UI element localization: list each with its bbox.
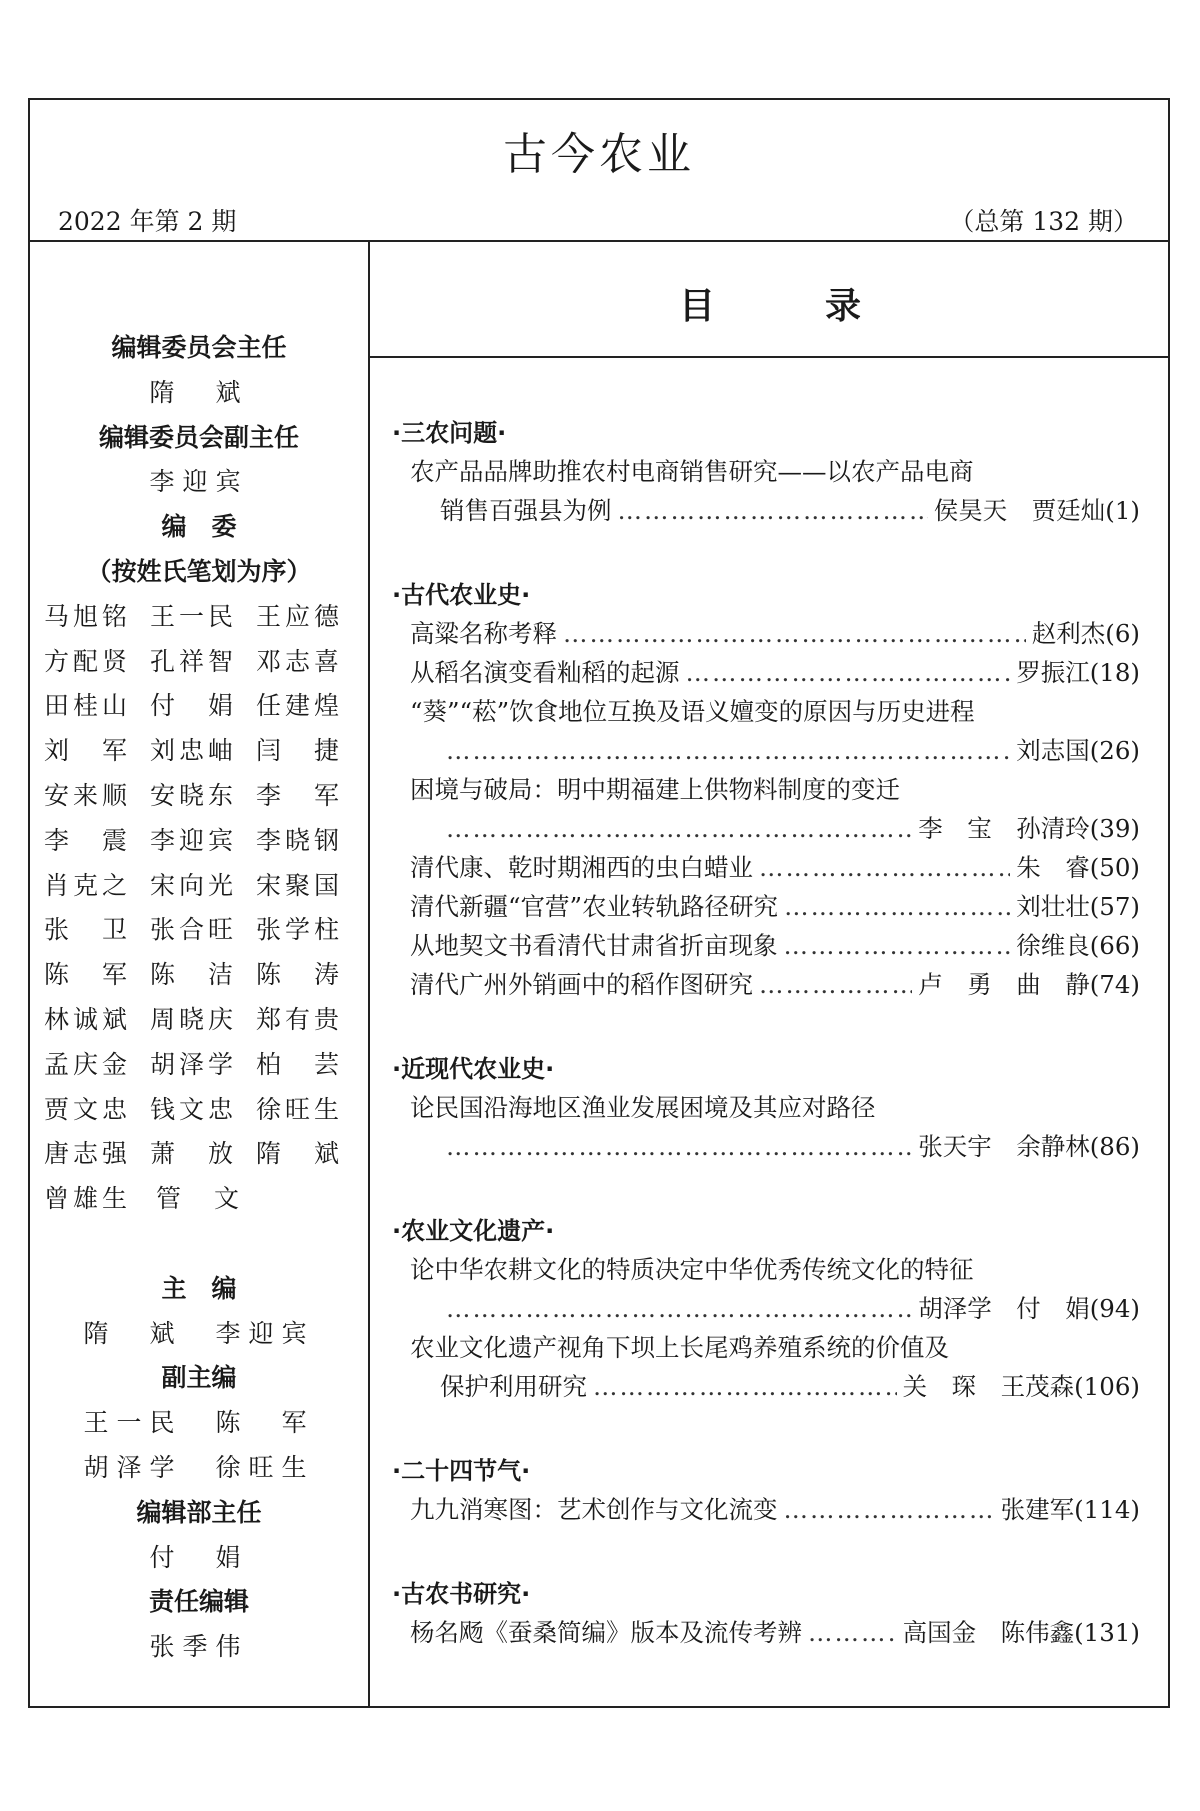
committee-row <box>30 998 368 1043</box>
committee-member-name: 陈 涛 <box>256 960 344 990</box>
committee-member-name: 唐志强 <box>44 1139 132 1169</box>
committee-member-name: 张合旺 <box>150 915 238 945</box>
committee-member-name: 宋聚国 <box>256 870 344 900</box>
toc-entry[interactable] <box>370 1289 1170 1328</box>
committee-vice-chair: 李迎宾 <box>149 467 249 497</box>
toc-entry-title: 从稻名演变看籼稻的起源 <box>410 658 680 687</box>
committee-member-name: 徐旺生 <box>256 1094 344 1124</box>
toc-section <box>370 1575 1170 1652</box>
toc-entry[interactable] <box>370 653 1170 692</box>
toc-entry-title: 清代广州外销画中的稻作图研究 <box>410 970 753 999</box>
toc-entry[interactable] <box>370 1127 1170 1166</box>
committee-member-name: 刘忠岫 <box>150 736 238 766</box>
journal-title: 古今农业 <box>503 129 695 180</box>
committee-label: 编 委 <box>161 512 237 542</box>
toc-entry[interactable] <box>370 1250 1170 1289</box>
committee-members <box>30 595 368 1222</box>
committee-row <box>30 1043 368 1088</box>
toc-entry[interactable] <box>370 965 1170 1004</box>
toc-title-char: 目 <box>678 286 715 327</box>
toc-entry-title: 论民国沿海地区渔业发展困境及其应对路径 <box>410 1093 876 1122</box>
toc-entry[interactable] <box>370 848 1170 887</box>
issue-number: 2022 年第 2 期 <box>58 207 237 236</box>
toc-entry-author-page: 刘壮壮(57) <box>1016 892 1140 921</box>
toc-title <box>370 278 1170 329</box>
committee-member-name: 安来顺 <box>44 780 132 810</box>
dot-leader <box>446 1127 912 1166</box>
toc-section-heading: ·农业文化遗产· <box>392 1217 555 1245</box>
toc-entry[interactable] <box>370 692 1170 731</box>
dot-leader <box>784 926 1011 965</box>
committee-row <box>30 774 368 819</box>
committee-member-name: 刘 军 <box>44 736 132 766</box>
toc-entry-author-page: 卢 勇 曲 静(74) <box>918 970 1140 999</box>
toc-entry[interactable] <box>370 926 1170 965</box>
toc-section <box>370 1212 1170 1406</box>
committee-row <box>30 729 368 774</box>
committee-row <box>30 640 368 685</box>
committee-member-name: 付 娟 <box>150 691 238 721</box>
toc-entry-title: 高粱名称考释 <box>410 619 557 648</box>
committee-member-name: 郑有贵 <box>256 1004 344 1034</box>
committee-member-name: 邓志喜 <box>256 646 344 676</box>
toc-section <box>370 1050 1170 1166</box>
toc-entry[interactable] <box>370 770 1170 809</box>
committee-member-name: 李 震 <box>44 825 132 855</box>
committee-member-name: 宋向光 <box>150 870 238 900</box>
committee-member-name: 王一民 <box>150 601 238 631</box>
toc-section <box>370 576 1170 1004</box>
page-frame <box>28 98 1170 1708</box>
toc-entry[interactable] <box>370 887 1170 926</box>
toc-entry-author-page: 朱 睿(50) <box>1016 853 1140 882</box>
toc-entries <box>370 414 1170 1652</box>
committee-member-name: 曾雄生 <box>44 1184 132 1214</box>
section-gap <box>370 1004 1170 1050</box>
section-gap <box>370 530 1170 576</box>
committee-order-note: （按姓氏笔划为序） <box>86 556 312 586</box>
masthead <box>30 100 1168 242</box>
committee-row <box>30 684 368 729</box>
toc-entry[interactable] <box>370 1088 1170 1127</box>
toc-title-char: 录 <box>825 286 862 327</box>
dot-leader <box>759 848 1010 887</box>
toc-entry-title: 销售百强县为例 <box>440 496 612 525</box>
toc-section-heading: ·古农书研究· <box>392 1580 531 1608</box>
committee-member-name: 安晓东 <box>150 780 238 810</box>
committee-row <box>30 908 368 953</box>
dot-leader <box>618 491 928 530</box>
section-gap <box>370 1529 1170 1575</box>
committee-member-name: 方配贤 <box>44 646 132 676</box>
committee-member-name: 钱文忠 <box>150 1094 238 1124</box>
section-gap <box>370 1166 1170 1212</box>
committee-member-name: 管 文 <box>156 1184 244 1214</box>
toc-entry[interactable] <box>370 1367 1170 1406</box>
committee-member-name: 隋 斌 <box>256 1139 344 1169</box>
committee-member-name: 张 卫 <box>44 915 132 945</box>
committee-member-name: 马旭铭 <box>44 601 132 631</box>
table-of-contents-column <box>370 242 1170 1708</box>
toc-entry-author-page: 张建军(114) <box>1000 1495 1140 1524</box>
chief-editors: 隋 斌 李迎宾 <box>83 1318 315 1348</box>
responsible-editor-label: 责任编辑 <box>148 1587 249 1617</box>
dot-leader <box>784 887 1010 926</box>
toc-entry-title: 从地契文书看清代甘肃省折亩现象 <box>410 931 778 960</box>
toc-header <box>370 242 1170 358</box>
deputy-editors-row-1: 王一民 陈 军 <box>83 1408 315 1438</box>
committee-member-name: 张学柱 <box>256 915 344 945</box>
toc-entry-title: 清代康、乾时期湘西的虫白蜡业 <box>410 853 753 882</box>
toc-entry-title: 清代新疆“官营”农业转轨路径研究 <box>410 892 779 921</box>
committee-member-name: 贾文忠 <box>44 1094 132 1124</box>
committee-member-name: 田桂山 <box>44 691 132 721</box>
toc-entry[interactable] <box>370 809 1170 848</box>
total-issue-number: （总第 132 期） <box>949 207 1138 236</box>
committee-chair: 隋 斌 <box>149 377 249 407</box>
committee-member-name: 任建煌 <box>256 691 344 721</box>
dot-leader <box>446 731 1010 770</box>
editorial-board-column <box>30 242 370 1708</box>
committee-member-name: 陈 洁 <box>150 960 238 990</box>
dept-head-label: 编辑部主任 <box>136 1497 262 1527</box>
toc-entry-author-page: 高国金 陈伟鑫(131) <box>902 1618 1140 1647</box>
committee-row <box>30 953 368 998</box>
dot-leader <box>563 614 1026 653</box>
committee-row <box>30 1088 368 1133</box>
dot-leader <box>784 1490 995 1529</box>
toc-entry-author-page: 李 宝 孙清玲(39) <box>918 814 1140 843</box>
toc-entry-title: “葵”“菘”饮食地位互换及语义嬗变的原因与历史进程 <box>410 697 975 726</box>
dot-leader <box>593 1367 897 1406</box>
committee-member-name: 李 军 <box>256 780 344 810</box>
spacer <box>30 1222 368 1267</box>
committee-member-name: 闫 捷 <box>256 736 344 766</box>
committee-row <box>30 595 368 640</box>
committee-member-name: 孔祥智 <box>150 646 238 676</box>
toc-entry[interactable] <box>370 452 1170 491</box>
committee-member-name: 林诚斌 <box>44 1004 132 1034</box>
committee-row <box>30 819 368 864</box>
toc-section-heading: ·近现代农业史· <box>392 1055 555 1083</box>
toc-section <box>370 1452 1170 1529</box>
committee-row <box>30 1177 368 1222</box>
dot-leader <box>808 1613 897 1652</box>
toc-section-heading: ·三农问题· <box>392 419 507 447</box>
dot-leader <box>686 653 1011 692</box>
toc-entry-author-page: 关 琛 王茂森(106) <box>902 1372 1140 1401</box>
committee-chair-label: 编辑委员会主任 <box>111 333 287 362</box>
committee-member-name: 萧 放 <box>150 1139 238 1169</box>
editorial-board <box>30 326 368 1670</box>
toc-entry-title: 农产品品牌助推农村电商销售研究——以农产品电商 <box>410 457 974 486</box>
toc-entry-title: 杨名飏《蚕桑简编》版本及流传考辨 <box>410 1618 802 1647</box>
toc-entry-author-page: 刘志国(26) <box>1016 736 1140 765</box>
committee-member-name: 李晓钢 <box>256 825 344 855</box>
toc-entry-author-page: 张天宇 余静林(86) <box>918 1132 1140 1161</box>
toc-entry[interactable] <box>370 1613 1170 1652</box>
toc-entry[interactable] <box>370 614 1170 653</box>
toc-entry-author-page: 赵利杰(6) <box>1031 619 1140 648</box>
toc-section-heading: ·二十四节气· <box>392 1457 531 1485</box>
committee-member-name: 周晓庆 <box>150 1004 238 1034</box>
dot-leader <box>446 1289 912 1328</box>
committee-member-name: 孟庆金 <box>44 1049 132 1079</box>
committee-member-name: 胡泽学 <box>150 1049 238 1079</box>
toc-section-heading: ·古代农业史· <box>392 581 531 609</box>
toc-entry[interactable] <box>370 1490 1170 1529</box>
toc-entry-author-page: 胡泽学 付 娟(94) <box>918 1294 1140 1323</box>
toc-entry-author-page: 侯昊天 贾廷灿(1) <box>933 496 1140 525</box>
deputy-editors-row-2: 胡泽学 徐旺生 <box>83 1452 315 1482</box>
toc-entry-author-page: 罗振江(18) <box>1016 658 1140 687</box>
toc-entry-title: 九九消寒图：艺术创作与文化流变 <box>410 1495 778 1524</box>
dot-leader <box>759 965 912 1004</box>
committee-member-name: 李迎宾 <box>150 825 238 855</box>
responsible-editor: 张季伟 <box>149 1632 249 1662</box>
committee-member-name: 柏 芸 <box>256 1049 344 1079</box>
deputy-editor-label: 副主编 <box>161 1363 237 1393</box>
toc-entry-title: 论中华农耕文化的特质决定中华优秀传统文化的特征 <box>410 1255 974 1284</box>
committee-member-name: 肖克之 <box>44 870 132 900</box>
toc-entry[interactable] <box>370 491 1170 530</box>
toc-entry-title: 农业文化遗产视角下坝上长尾鸡养殖系统的价值及 <box>410 1333 949 1362</box>
chief-editor-label: 主 编 <box>161 1273 237 1303</box>
committee-row <box>30 1132 368 1177</box>
toc-entry[interactable] <box>370 731 1170 770</box>
dept-head: 付 娟 <box>149 1542 249 1572</box>
committee-member-name: 王应德 <box>256 601 344 631</box>
toc-entry[interactable] <box>370 1328 1170 1367</box>
section-gap <box>370 1406 1170 1452</box>
toc-entry-title: 困境与破局：明中期福建上供物料制度的变迁 <box>410 775 900 804</box>
dot-leader <box>446 809 912 848</box>
toc-entry-author-page: 徐维良(66) <box>1016 931 1140 960</box>
toc-section <box>370 414 1170 530</box>
committee-row <box>30 864 368 909</box>
committee-vice-chair-label: 编辑委员会副主任 <box>98 422 299 452</box>
committee-member-name: 陈 军 <box>44 960 132 990</box>
toc-entry-title: 保护利用研究 <box>440 1372 587 1401</box>
